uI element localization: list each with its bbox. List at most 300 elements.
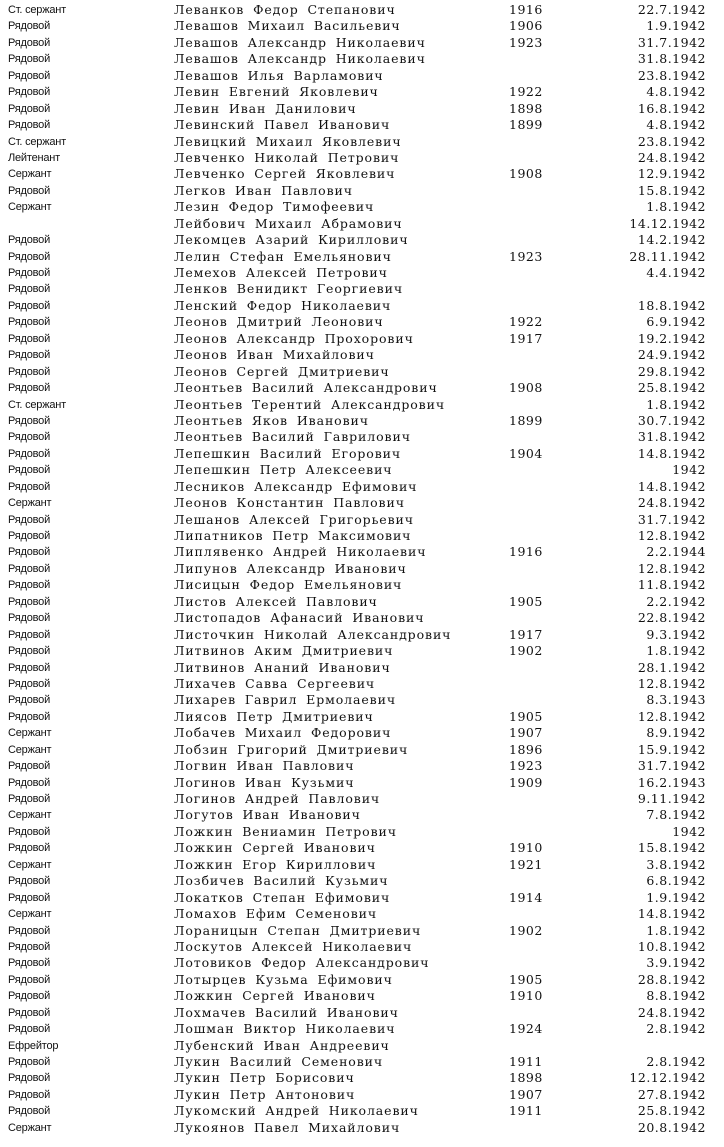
person-name: Ленский Федор Николаевич [174, 297, 392, 313]
person-name: Логинов Андрей Павлович [174, 791, 381, 806]
rank-label: Лейтенант [8, 151, 61, 164]
list-item [0, 347, 724, 363]
death-date: 11.8.1942 [637, 577, 706, 593]
birth-year: 1904 [509, 445, 543, 461]
death-date: 31.7.1942 [637, 511, 706, 527]
list-item [0, 265, 724, 281]
list-item [0, 249, 724, 265]
person-name: Логутов Иван Иванович [174, 807, 361, 823]
death-date: 25.8.1942 [637, 1103, 706, 1119]
death-date: 3.9.1942 [646, 955, 706, 971]
birth-year: 1923 [509, 758, 543, 774]
person-name: Лукомский Андрей Николаевич [174, 1103, 419, 1119]
rank-label: Рядовой [8, 1088, 51, 1101]
person-name: Лукин Петр Борисович [174, 1070, 355, 1086]
rank-label: Рядовой [8, 973, 51, 986]
death-date: 15.8.1942 [637, 840, 706, 856]
death-date: 15.8.1942 [637, 182, 706, 198]
list-item [0, 281, 724, 297]
rank-label: Сержант [8, 743, 52, 756]
rank-label: Рядовой [8, 250, 51, 263]
person-name: Левин Евгений Яковлевич [174, 84, 379, 100]
person-name: Леонтьев Терентий Александрович [174, 396, 445, 412]
person-name: Липлявенко Андрей Николаевич [174, 544, 427, 560]
rank-label: Сержант [8, 497, 52, 510]
list-item [0, 627, 724, 643]
death-date: 4.8.1942 [646, 84, 706, 100]
list-item [0, 199, 724, 215]
list-item [0, 660, 724, 676]
person-name: Лохмачев Василий Иванович [174, 1004, 399, 1020]
person-name: Ложкин Сергей Иванович [174, 988, 376, 1004]
person-name: Леонов Дмитрий Леонович [174, 314, 384, 330]
death-date: 2.2.1944 [646, 544, 706, 560]
death-date: 14.8.1942 [637, 445, 706, 461]
person-name: Липунов Александр Иванович [174, 560, 407, 576]
person-name: Левашов Александр Николаевич [174, 34, 426, 50]
list-item [0, 2, 724, 18]
death-date: 12.9.1942 [637, 166, 706, 182]
death-date: 31.7.1942 [637, 758, 706, 774]
death-date: 9.11.1942 [637, 791, 706, 806]
person-name: Лукоянов Павел Михайлович [174, 1119, 401, 1135]
list-item [0, 791, 724, 807]
person-name: Лошман Виктор Николаевич [174, 1021, 396, 1037]
rank-label: Рядовой [8, 760, 51, 773]
death-date: 27.8.1942 [637, 1086, 706, 1102]
person-name: Ложкин Вениамин Петрович [174, 823, 397, 839]
person-name: Левашов Александр Николаевич [174, 51, 426, 67]
rank-label: Рядовой [8, 382, 51, 395]
death-date: 4.8.1942 [646, 117, 706, 133]
list-item [0, 462, 724, 478]
rank-label: Рядовой [8, 940, 51, 953]
list-item [0, 380, 724, 396]
list-item [0, 610, 724, 626]
person-name: Лепешкин Петр Алексеевич [174, 462, 393, 478]
list-item [0, 676, 724, 692]
list-item [0, 577, 724, 593]
person-name: Леонов Иван Михайлович [174, 347, 375, 363]
rank-label: Рядовой [8, 825, 51, 838]
person-name: Локатков Степан Ефимович [174, 889, 391, 905]
death-date: 12.12.1942 [629, 1070, 706, 1086]
rank-label: Ефрейтор [8, 1039, 59, 1052]
death-date: 7.8.1942 [646, 807, 706, 823]
person-name: Лукин Петр Антонович [174, 1086, 356, 1102]
person-name: Ложкин Егор Кириллович [174, 856, 377, 872]
rank-label: Ст. сержант [8, 398, 66, 411]
death-date: 10.8.1942 [637, 938, 706, 954]
person-name: Левашов Илья Варламович [174, 67, 384, 83]
list-item [0, 544, 724, 560]
death-date: 24.8.1942 [637, 1004, 706, 1020]
death-date: 2.2.1942 [646, 593, 706, 609]
rank-label: Рядовой [8, 842, 51, 855]
death-date: 31.8.1942 [637, 429, 706, 445]
birth-year: 1898 [509, 100, 543, 116]
list-item [0, 923, 724, 939]
death-date: 22.7.1942 [637, 2, 706, 17]
list-item [0, 84, 724, 100]
list-item [0, 528, 724, 544]
person-name: Лобачев Михаил Федорович [174, 725, 392, 741]
rank-label: Рядовой [8, 69, 51, 82]
rank-label: Рядовой [8, 414, 51, 427]
person-name: Лешанов Алексей Григорьевич [174, 511, 414, 527]
list-item [0, 495, 724, 511]
death-date: 28.1.1942 [637, 659, 706, 675]
rank-label: Рядовой [8, 365, 51, 378]
birth-year: 1923 [509, 248, 543, 264]
list-item [0, 101, 724, 117]
person-name: Лезин Федор Тимофеевич [174, 199, 375, 215]
rank-label: Рядовой [8, 102, 51, 115]
rank-label: Рядовой [8, 776, 51, 789]
death-date: 1.8.1942 [646, 199, 706, 215]
birth-year: 1917 [509, 330, 543, 346]
death-date: 31.8.1942 [637, 51, 706, 67]
list-item [0, 1120, 724, 1136]
rank-label: Рядовой [8, 316, 51, 329]
list-item [0, 906, 724, 922]
person-name: Лотовиков Федор Александрович [174, 955, 430, 971]
rank-label: Рядовой [8, 53, 51, 66]
rank-label: Рядовой [8, 1072, 51, 1085]
list-item [0, 397, 724, 413]
rank-label: Сержант [8, 1121, 52, 1134]
person-name: Лекомцев Азарий Кириллович [174, 232, 409, 248]
rank-label: Рядовой [8, 957, 51, 970]
rank-label: Сержант [8, 858, 52, 871]
death-date: 29.8.1942 [637, 363, 706, 379]
rank-label: Сержант [8, 168, 52, 181]
rank-label: Рядовой [8, 793, 51, 805]
birth-year: 1922 [509, 84, 543, 100]
rank-label: Рядовой [8, 579, 51, 592]
person-name: Ложкин Сергей Иванович [174, 840, 376, 856]
list-item [0, 413, 724, 429]
list-item [0, 725, 724, 741]
person-name: Листочкин Николай Александрович [174, 626, 452, 642]
rank-label: Рядовой [8, 464, 51, 477]
birth-year: 1911 [509, 1054, 543, 1069]
rank-label: Сержант [8, 908, 52, 921]
death-date: 24.9.1942 [637, 347, 706, 363]
rank-label: Рядовой [8, 891, 51, 904]
rank-label: Рядовой [8, 990, 51, 1003]
list-item [0, 1087, 724, 1103]
birth-year: 1905 [509, 971, 543, 987]
person-name: Левинский Павел Иванович [174, 117, 391, 133]
death-date: 16.8.1942 [637, 100, 706, 116]
person-name: Лепешкин Василий Егорович [174, 445, 402, 461]
rank-label: Рядовой [8, 184, 51, 197]
rank-label: Рядовой [8, 628, 51, 641]
person-name: Литвинов Ананий Иванович [174, 659, 391, 675]
person-name: Лозбичев Василий Кузьмич [174, 873, 389, 889]
rank-label: Рядовой [8, 299, 51, 312]
list-item [0, 51, 724, 67]
person-name: Ленков Венидикт Георгиевич [174, 281, 403, 297]
birth-year: 1911 [509, 1103, 543, 1119]
rank-label: Рядовой [8, 86, 51, 99]
birth-year: 1907 [509, 1086, 543, 1102]
birth-year: 1916 [509, 544, 543, 560]
death-date: 6.9.1942 [646, 314, 706, 330]
rank-label: Рядовой [8, 119, 51, 132]
person-name: Листов Алексей Павлович [174, 593, 378, 609]
person-name: Левин Иван Данилович [174, 100, 357, 116]
list-item [0, 988, 724, 1004]
person-name: Леонтьев Василий Гаврилович [174, 429, 411, 445]
rank-label: Ст. сержант [8, 135, 66, 148]
list-item [0, 709, 724, 725]
death-date: 23.8.1942 [637, 67, 706, 83]
list-item [0, 742, 724, 758]
rank-label: Рядовой [8, 1105, 51, 1118]
list-item [0, 972, 724, 988]
death-date: 28.8.1942 [637, 971, 706, 987]
rank-label: Рядовой [8, 595, 51, 608]
rank-label: Рядовой [8, 431, 51, 444]
person-name: Легков Иван Павлович [174, 182, 353, 198]
person-name: Лобзин Григорий Дмитриевич [174, 741, 409, 757]
list-item [0, 18, 724, 34]
death-date: 23.8.1942 [637, 133, 706, 149]
death-date: 14.12.1942 [629, 215, 706, 231]
birth-year: 1923 [509, 34, 543, 50]
list-item [0, 873, 724, 889]
person-name: Леванков Федор Степанович [174, 2, 396, 17]
person-name: Литвинов Аким Дмитриевич [174, 643, 394, 659]
death-date: 18.8.1942 [637, 297, 706, 313]
birth-year: 1906 [509, 18, 543, 34]
birth-year: 1902 [509, 643, 543, 659]
list-item [0, 1103, 724, 1119]
person-name: Леонов Константин Павлович [174, 495, 405, 511]
birth-year: 1910 [509, 988, 543, 1004]
list-item [0, 758, 724, 774]
list-item [0, 807, 724, 823]
list-item [0, 314, 724, 330]
death-date: 2.8.1942 [646, 1021, 706, 1037]
rank-label: Рядовой [8, 1006, 51, 1019]
rank-label: Сержант [8, 809, 52, 822]
death-date: 3.8.1942 [646, 856, 706, 872]
death-date: 24.8.1942 [637, 495, 706, 511]
list-item [0, 1070, 724, 1086]
person-name: Левченко Николай Петрович [174, 149, 400, 165]
death-date: 14.8.1942 [637, 478, 706, 494]
rank-label: Рядовой [8, 447, 51, 460]
list-item [0, 166, 724, 182]
death-date: 16.2.1943 [637, 774, 706, 790]
rank-label: Рядовой [8, 513, 51, 526]
birth-year: 1896 [509, 741, 543, 757]
person-name: Левицкий Михаил Яковлевич [174, 133, 402, 149]
death-date: 1.9.1942 [646, 889, 706, 905]
person-name: Листопадов Афанасий Иванович [174, 610, 425, 626]
birth-year: 1908 [509, 166, 543, 182]
person-name: Левашов Михаил Васильевич [174, 18, 401, 34]
list-item [0, 68, 724, 84]
person-name: Лисицын Федор Емельянович [174, 577, 403, 593]
rank-label: Рядовой [8, 677, 51, 690]
birth-year: 1899 [509, 412, 543, 428]
list-item [0, 35, 724, 51]
list-item [0, 117, 724, 133]
list-item [0, 1038, 724, 1054]
death-date: 25.8.1942 [637, 380, 706, 396]
death-date: 15.9.1942 [637, 741, 706, 757]
death-date: 1942 [672, 462, 706, 478]
death-date: 4.4.1942 [646, 265, 706, 280]
person-name: Лоскутов Алексей Николаевич [174, 938, 413, 954]
person-name: Лихарев Гаврил Ермолаевич [174, 692, 396, 708]
death-date: 12.8.1942 [637, 675, 706, 691]
list-item [0, 643, 724, 659]
person-name: Леонтьев Василий Александрович [174, 380, 438, 396]
death-date: 20.8.1942 [637, 1119, 706, 1135]
rank-label: Рядовой [8, 530, 51, 542]
list-item [0, 1005, 724, 1021]
list-item [0, 1054, 724, 1070]
person-name: Левченко Сергей Яковлевич [174, 166, 396, 182]
birth-year: 1921 [509, 856, 543, 872]
list-item [0, 134, 724, 150]
list-item [0, 512, 724, 528]
rank-label: Сержант [8, 727, 52, 740]
rank-label: Рядовой [8, 645, 51, 658]
rank-label: Рядовой [8, 36, 51, 49]
person-name: Лораницын Степан Дмитриевич [174, 922, 422, 938]
list-item [0, 232, 724, 248]
person-name: Логвин Иван Павлович [174, 758, 355, 774]
death-date: 14.2.1942 [637, 232, 706, 248]
list-item [0, 216, 724, 232]
person-name: Лукин Василий Семенович [174, 1054, 384, 1069]
birth-year: 1905 [509, 593, 543, 609]
list-item [0, 857, 724, 873]
rank-label: Рядовой [8, 562, 51, 575]
rank-label: Рядовой [8, 234, 51, 247]
death-date: 8.3.1943 [646, 692, 706, 708]
birth-year: 1905 [509, 708, 543, 724]
list-item [0, 561, 724, 577]
rank-label: Сержант [8, 201, 52, 214]
person-name: Леонтьев Яков Иванович [174, 412, 369, 428]
death-date: 12.8.1942 [637, 560, 706, 576]
rank-label: Рядовой [8, 1056, 51, 1068]
death-date: 14.8.1942 [637, 906, 706, 922]
person-name: Логинов Иван Кузьмич [174, 774, 355, 790]
death-date: 9.3.1942 [646, 626, 706, 642]
list-item [0, 1021, 724, 1037]
list-item [0, 364, 724, 380]
birth-year: 1908 [509, 380, 543, 396]
rank-label: Рядовой [8, 480, 51, 493]
list-item [0, 183, 724, 199]
birth-year: 1910 [509, 840, 543, 856]
rank-label: Рядовой [8, 694, 51, 707]
rank-label: Ст. сержант [8, 4, 66, 16]
death-date: 12.8.1942 [637, 528, 706, 543]
list-item [0, 594, 724, 610]
person-name: Лесников Александр Ефимович [174, 478, 418, 494]
birth-year: 1909 [509, 774, 543, 790]
person-name: Лихачев Савва Сергеевич [174, 675, 376, 691]
rank-label: Рядовой [8, 332, 51, 345]
death-date: 8.9.1942 [646, 725, 706, 741]
rank-label: Рядовой [8, 710, 51, 723]
list-item [0, 331, 724, 347]
list-item [0, 298, 724, 314]
rank-label: Рядовой [8, 546, 51, 559]
death-date: 8.8.1942 [646, 988, 706, 1004]
list-item [0, 446, 724, 462]
rank-label: Рядовой [8, 267, 51, 279]
rank-label: Рядовой [8, 924, 51, 937]
death-date: 6.8.1942 [646, 873, 706, 889]
rank-label: Рядовой [8, 612, 51, 625]
death-date: 12.8.1942 [637, 708, 706, 724]
birth-year: 1917 [509, 626, 543, 642]
birth-year: 1899 [509, 117, 543, 133]
birth-year: 1914 [509, 889, 543, 905]
list-item [0, 840, 724, 856]
list-item [0, 429, 724, 445]
birth-year: 1922 [509, 314, 543, 330]
person-name: Лейбович Михаил Абрамович [174, 215, 403, 231]
person-name: Лелин Стефан Емельянович [174, 248, 392, 264]
rank-label: Рядовой [8, 1023, 51, 1036]
death-date: 24.8.1942 [637, 149, 706, 165]
person-name: Леонов Сергей Дмитриевич [174, 363, 390, 379]
rank-label: Рядовой [8, 875, 51, 888]
list-item [0, 479, 724, 495]
person-name: Лиясов Петр Дмитриевич [174, 708, 374, 724]
rank-label: Рядовой [8, 20, 51, 33]
death-date: 1942 [672, 823, 706, 839]
birth-year: 1902 [509, 922, 543, 938]
list-item [0, 775, 724, 791]
list-item [0, 939, 724, 955]
birth-year: 1907 [509, 725, 543, 741]
death-date: 1.9.1942 [646, 18, 706, 34]
death-date: 28.11.1942 [629, 248, 706, 264]
death-date: 30.7.1942 [637, 412, 706, 428]
list-item [0, 824, 724, 840]
person-name: Ломахов Ефим Семенович [174, 906, 378, 922]
list-item [0, 150, 724, 166]
memorial-list [0, 2, 724, 1145]
list-item [0, 890, 724, 906]
person-name: Лотырцев Кузьма Ефимович [174, 971, 393, 987]
person-name: Липатников Петр Максимович [174, 528, 412, 543]
person-name: Лубенский Иван Андреевич [174, 1037, 390, 1053]
list-item [0, 955, 724, 971]
death-date: 19.2.1942 [637, 330, 706, 346]
person-name: Леонов Александр Прохорович [174, 330, 414, 346]
death-date: 31.7.1942 [637, 34, 706, 50]
death-date: 2.8.1942 [646, 1054, 706, 1069]
death-date: 1.8.1942 [646, 643, 706, 659]
list-item [0, 692, 724, 708]
birth-year: 1916 [509, 2, 543, 17]
birth-year: 1898 [509, 1070, 543, 1086]
person-name: Лемехов Алексей Петрович [174, 265, 388, 280]
